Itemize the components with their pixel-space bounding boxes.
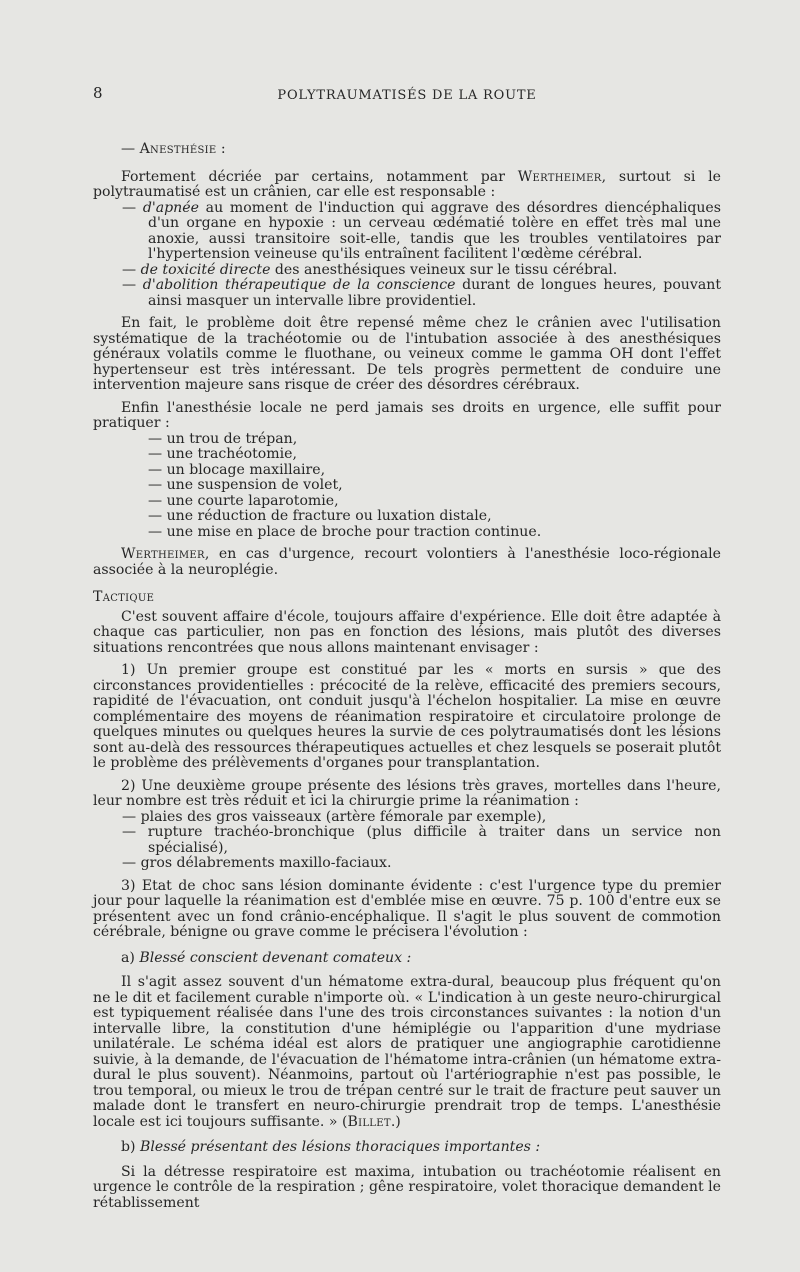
- list-item: — de toxicité directe des anesthésiques veineux sur le tissu cérébral.: [122, 261, 618, 278]
- paragraph-group-1: 1) Un premier groupe est constitué par les « morts en sursis » que des circonstances providentielles : précocité de la relève, efficacité des premiers secours, rapidité de l'évacuation, ont conduit jusqu'à l'échelon hospitalier. La mise en œuvre complémentaire des moyens de réanimation respiratoire et circulatoire prolonge de quelques minutes ou quelques heures la survie de ces polytraumatisés dont les lésions sont au-delà des ressources thérapeutiques actuelles et chez lesquels se poserait plutôt le problème des prélèvements d'organes pour transplantation.: [93, 662, 722, 771]
- running-header: [93, 82, 721, 102]
- paragraph-case-a: Il s'agit assez souvent d'un hématome extra-dural, beaucoup plus fréquent qu'on ne le dit et facilement curable n'importe où. « L'indication à un geste neuro-chirurgical est typiquement réalisée dans l'une des trois circonstances suivantes : la notion d'un intervalle libre, la constitution d'une hémiplégie ou l'apparition d'une mydriase unilatérale. Le schéma idéal est alors de pratiquer une angiographie carotidienne suivie, à la demande, de l'évacuation de l'hématome intra-crânien (un hématome extra-dural le plus souvent). Néanmoins, partout où l'artériographie n'est pas possible, le trou temporal, ou mieux le trou de trépan centré sur le trait de fracture peut sauver un malade dont le transfert en neuro-chirurgie prendrait trop de temps. L'anesthésie locale est ici toujours suffisante. » (Billet.): [93, 974, 721, 1130]
- paragraph-intro: Fortement décriée par certains, notamment par Wertheimer, surtout si le polytraumatisé est un crânien, car elle est responsable :: [93, 168, 721, 200]
- list-item: — un blocage maxillaire,: [148, 461, 326, 478]
- author-name: Wertheimer: [121, 546, 205, 562]
- paragraph-wertheimer: Wertheimer, en cas d'urgence, recourt volontiers à l'anesthésie loco-régionale associée à la neuroplégie.: [93, 546, 721, 578]
- list-item: — d'abolition thérapeutique de la conscience durant de longues heures, pouvant ainsi masquer un intervalle libre providentiel.: [122, 277, 721, 309]
- paragraph-group-3: 3) Etat de choc sans lésion dominante évidente : c'est l'urgence type du premier jour pour laquelle la réanimation est d'emblée mise en œuvre. 75 p. 100 d'entre eux se présentent avec un fond crânio-encéphalique. Il s'agit le plus souvent de commotion cérébrale, bénigne ou grave comme le précisera l'évolution :: [93, 877, 721, 940]
- list-item: — une trachéotomie,: [148, 446, 297, 462]
- list-item: — rupture trachéo-bronchique (plus difficile à traiter dans un service non spécialisé),: [122, 824, 721, 856]
- running-title: POLYTRAUMATISÉS DE LA ROUTE: [277, 88, 537, 103]
- paragraph-anesthesie-locale: Enfin l'anesthésie locale ne perd jamais ses droits en urgence, elle suffit pour pratiquer :: [93, 399, 721, 431]
- list-item: — un trou de trépan,: [148, 430, 298, 447]
- list-item: — une courte laparotomie,: [148, 492, 339, 509]
- list-item: — une réduction de fracture ou luxation distale,: [148, 508, 492, 524]
- paragraph-en-fait: En fait, le problème doit être repensé même chez le crânien avec l'utilisation systématique de la trachéotomie ou de l'intubation associée à des anesthésiques généraux volatils comme le fluothane, ou veineux comme le gamma OH dont l'effet hypertenseur est très intéressant. De tels progrès permettent de conduire une intervention majeure sans risque de créer des désordres cérébraux.: [93, 315, 721, 393]
- list-item: — une mise en place de broche pour traction continue.: [148, 523, 542, 540]
- paragraph-group-2: 2) Une deuxième groupe présente des lésions très graves, mortelles dans l'heure, leur nombre est très réduit et ici la chirurgie prime la réanimation :: [93, 777, 721, 809]
- paragraph-tactique-intro: C'est souvent affaire d'école, toujours affaire d'expérience. Elle doit être adaptée à chaque cas particulier, non pas en fonction des lésions, mais plutôt des diverses situations rencontrées que nous allons maintenant envisager :: [93, 608, 721, 656]
- section-heading-anesthesie: — Anesthésie :: [121, 141, 226, 157]
- list-item: — d'apnée au moment de l'induction qui aggrave des désordres diencéphaliques d'un organe en hypoxie : un cerveau œdématié tolère en effet très mal une anoxie, aussi transitoire soit-elle, tandis que les troubles ventilatoires par l'hypertension veineuse qu'ils entraînent facilitent l'œdème cérébral.: [122, 199, 722, 262]
- author-name: Billet: [347, 1113, 391, 1130]
- list-item: — une suspension de volet,: [148, 477, 343, 493]
- list-item: — plaies des gros vaisseaux (artère fémorale par exemple),: [122, 808, 547, 825]
- list-item: — gros délabrements maxillo-faciaux.: [122, 855, 392, 871]
- subheading-b: b) Blessé présentant des lésions thoraciques importantes :: [121, 1139, 541, 1155]
- page-number: 8: [93, 84, 103, 102]
- paragraph-case-b: Si la détresse respiratoire est maxima, intubation ou trachéotomie réalisent en urgence le contrôle de la respiration ; gêne respiratoire, volet thoracique demandent le rétablissement: [93, 1163, 721, 1211]
- subheading-a: a) Blessé conscient devenant comateux :: [121, 949, 412, 966]
- author-name: Wertheimer: [517, 168, 602, 185]
- section-heading-tactique: Tactique: [93, 589, 155, 605]
